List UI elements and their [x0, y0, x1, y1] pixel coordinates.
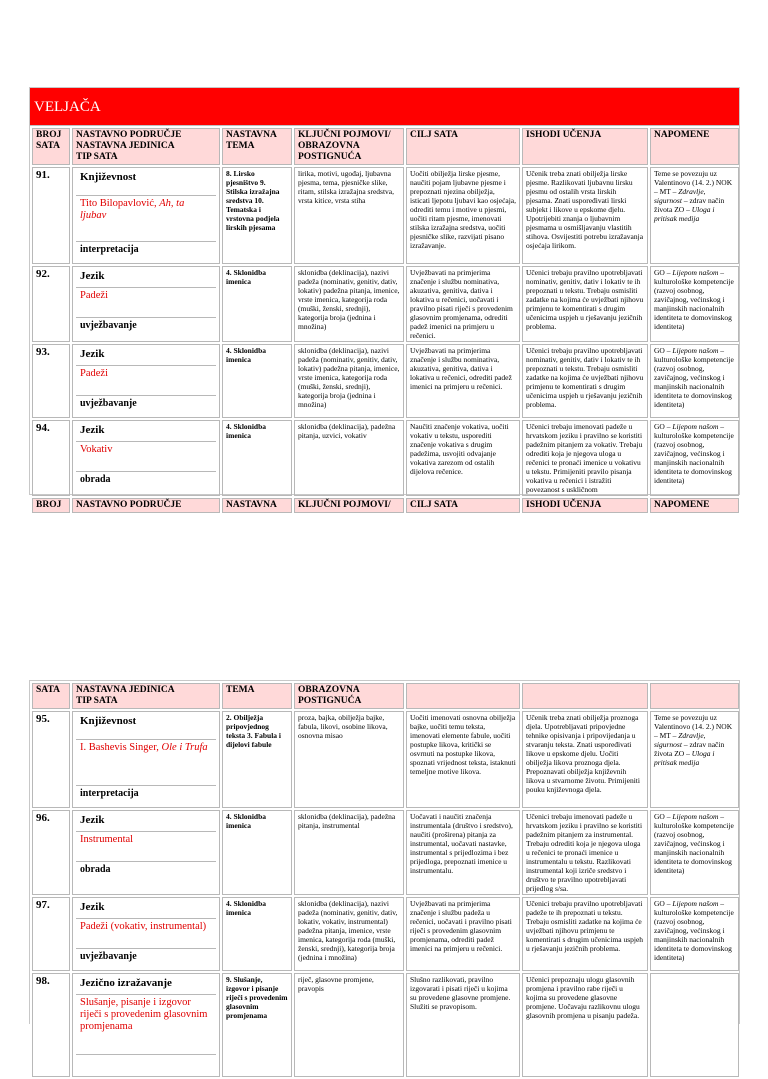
- lesson-concepts: sklonidba (deklinacija), padežna pitanja, uzvici, vokativ: [294, 420, 404, 496]
- lesson-notes: GO – Lijepom našom – kulturološke kompetencije (razvoj osobnog, zavičajnog, većinskog i manjinskih nacionalnih identiteta te domovinskog identiteta): [650, 344, 739, 418]
- lesson-theme: 4. Sklonidba imenica: [222, 420, 292, 496]
- lesson-concepts: lirika, motivi, ugođaj, ljubavna pjesma, tema, pjesničke slike, ritam, stilska izražajna sredstva, vrsta kitice, vrsta stiha: [294, 167, 404, 264]
- lesson-type: uvježbavanje: [80, 398, 137, 409]
- lesson-unit: Padeži: [76, 366, 216, 396]
- lesson-theme: 9. Slušanje, izgovor i pisanje riječi s provedenim glasovnim promjenama: [222, 973, 292, 1077]
- lesson-number: 95.: [32, 711, 70, 808]
- header-kljucni-pojmovi: KLJUČNI POJMOVI/ OBRAZOVNA POSTIGNUĆA: [294, 128, 404, 165]
- header-ishodi: ISHODI UČENJA: [522, 498, 648, 513]
- lesson-unit: Slušanje, pisanje i izgovor riječi s provedenim glasovnim promjenama: [76, 995, 216, 1055]
- lesson-number: 91.: [32, 167, 70, 264]
- lesson-notes: GO – Lijepom našom – kulturološke kompetencije (razvoj osobnog, zavičajnog, većinskog i manjinskih nacionalnih identiteta te domovinskog identiteta): [650, 897, 739, 971]
- lesson-subject-cell: [72, 266, 220, 342]
- lesson-subject-cell: [72, 897, 220, 971]
- lesson-notes: GO – Lijepom našom – kulturološke kompetencije (razvoj osobnog, zavičajnog, većinskog i manjinskih nacionalnih identiteta te domovinskog identiteta): [650, 810, 739, 895]
- lesson-concepts: sklonidba (deklinacija), padežna pitanja, instrumental: [294, 810, 404, 895]
- header-jedinica-tip: NASTAVNA JEDINICA TIP SATA: [72, 683, 220, 709]
- table-row: [32, 344, 739, 418]
- lesson-outcomes: Učenici trebaju pravilno upotrebljavati nominativ, genitiv, dativ i lokativ te ih prepoznati u tekstu. Trebaju osmisliti zadatke na kojima će uvježbati njihovu primjenu te komentirati s drugim učenicima uspjeh u rješavanju jezičnih problema.: [522, 266, 648, 342]
- lesson-concepts: sklonidba (deklinacija), nazivi padeža (nominativ, genitiv, dativ, lokativ) padežna pitanja, imenice, vrste imenica, kategorija roda (muški, ženski, srednji), kategorija broja (jednina i množina): [294, 344, 404, 418]
- header-obrazovna: OBRAZOVNA POSTIGNUĆA: [294, 683, 404, 709]
- header-tema: TEMA: [222, 683, 292, 709]
- lesson-unit: Tito Bilopavlović, Ah, ta ljubav: [76, 196, 216, 242]
- header-empty-3: [650, 683, 739, 709]
- lesson-notes: GO – Lijepom našom – kulturološke kompetencije (razvoj osobnog, zavičajnog, većinskog i manjinskih nacionalnih identiteta te domovinskog identiteta): [650, 420, 739, 496]
- header-empty-1: [406, 683, 520, 709]
- lesson-subject-cell: [72, 167, 220, 264]
- document-page-1: [29, 87, 740, 510]
- lesson-notes: Teme se povezuju uz Valentinovo (14. 2.) NOK – MT – Zdravlje, sigurnost – zdrav način života ZO – Uloga i pritisak medija: [650, 167, 739, 264]
- lesson-unit: Padeži (vokativ, instrumental): [76, 919, 216, 949]
- lesson-type: obrada: [80, 864, 111, 875]
- header-cilj-sata: CILJ SATA: [406, 498, 520, 513]
- lesson-theme: 4. Sklonidba imenica: [222, 810, 292, 895]
- lesson-outcomes: Učenici trebaju pravilno upotrebljavati nominativ, genitiv, dativ i lokativ te ih prepoznati u tekstu. Trebaju osmisliti zadatke na kojima će uvježbati njihovu primjenu te komentirati s drugim učenicima uspjeh u rješavanju jezičnih problema.: [522, 344, 648, 418]
- lesson-goal: Uvježbavati na primjerima značenje i službu nominativa, akuzativa, genitiva, dativa i lokativa u rečenici, uočavati i pravilno pisati riječi s provedenim glasovnim promjenama, odrediti padež imenici na primjeru u rečenici.: [406, 266, 520, 342]
- lesson-theme: 4. Sklonidba imenica: [222, 344, 292, 418]
- lesson-unit: Vokativ: [76, 442, 216, 472]
- lesson-type: uvježbavanje: [80, 951, 137, 962]
- header-broj: BROJ: [32, 498, 70, 513]
- lesson-unit: I. Bashevis Singer, Ole i Trufa: [76, 740, 216, 786]
- lesson-subject-cell: [72, 711, 220, 808]
- table-row: [32, 167, 739, 264]
- document-page-2: [29, 680, 740, 1032]
- table-row: [32, 810, 739, 895]
- lesson-field: Jezično izražavanje: [76, 975, 216, 995]
- lesson-outcomes: Učenici trebaju imenovati padeže u hrvatskom jeziku i pravilno se koristiti padežnim pitanjem za vokativ. Trebaju odrediti koja je njegova uloga u rečenici te pronaći imenice u vokativu u tekstu. Primijeniti pravilo pisanja vokativa u rečenici i istražiti povezanost s uskličnom: [522, 420, 648, 496]
- lesson-number: 94.: [32, 420, 70, 496]
- lesson-type: obrada: [80, 474, 111, 485]
- lesson-number: 93.: [32, 344, 70, 418]
- lesson-theme: 4. Sklonidba imenica: [222, 897, 292, 971]
- header-sata: SATA: [32, 683, 70, 709]
- header-empty-2: [522, 683, 648, 709]
- lesson-type: [76, 1055, 216, 1075]
- lesson-unit: Instrumental: [76, 832, 216, 862]
- header-podrucje: NASTAVNO PODRUČJE: [72, 498, 220, 513]
- lesson-goal: Uočiti obilježja lirske pjesme, naučiti pojam ljubavne pjesme i prepoznati njezina obilježja, isticati ljepotu ljubavi kao osjećaja, odrediti temu i motive u pjesmi, uočiti ritam pjesme, imenovati stilska izražajna sredstva, uočiti pjesničke slike, razvijati pisano izražavanje.: [406, 167, 520, 264]
- month-title: VELJAČA: [30, 88, 739, 126]
- lesson-field: Književnost: [76, 169, 216, 196]
- lesson-number: 96.: [32, 810, 70, 895]
- lesson-field: Književnost: [76, 713, 216, 740]
- lesson-subject-cell: [72, 344, 220, 418]
- lesson-subject-cell: [72, 810, 220, 895]
- lesson-goal: Slušno razlikovati, pravilno izgovarati i pisati riječi u kojima su provedene glasovne promjene. Služiti se pravopisom.: [406, 973, 520, 1077]
- lesson-unit: Padeži: [76, 288, 216, 318]
- table-row: [32, 420, 739, 496]
- lesson-plan-table: [30, 126, 741, 515]
- lesson-outcomes: Učenik treba znati obilježja proznoga djela. Upotrebljavati pripovjedne tehnike opisivanja i pripovijedanja u stvaranju teksta. Znati uspoređivati likove u epskome djelu. Uočiti obilježja likova proznoga djela. Prepoznavati obilježja književnih likova u stvarnome životu. Primijeniti pouku književnoga djela.: [522, 711, 648, 808]
- lesson-number: 92.: [32, 266, 70, 342]
- table-header-row-repeat: [32, 498, 739, 513]
- lesson-notes: Teme se povezuju uz Valentinovo (14. 2.) NOK – MT – Zdravlje, sigurnost – zdrav način života ZO – Uloga i pritisak medija: [650, 711, 739, 808]
- table-row: [32, 897, 739, 971]
- table-header-row: [32, 683, 739, 709]
- lesson-number: 98.: [32, 973, 70, 1077]
- lesson-concepts: riječ, glasovne promjene, pravopis: [294, 973, 404, 1077]
- lesson-concepts: sklonidba (deklinacija), nazivi padeža (nominativ, genitiv, dativ, lokativ, vokativ, instrumental) padežna pitanja, imenice, vrste imenica, kategorija roda (muški, ženski, srednji), kategorija broja (jednina i množina): [294, 897, 404, 971]
- table-row: [32, 266, 739, 342]
- lesson-theme: 4. Sklonidba imenica: [222, 266, 292, 342]
- lesson-goal: Uvježbavati na primjerima značenje i službu nominativa, akuzativa, genitiva, dativa i lokativa u rečenici, odrediti padež imenici na primjeru u rečenici.: [406, 344, 520, 418]
- table-row: [32, 711, 739, 808]
- header-kljucni-pojmovi: KLJUČNI POJMOVI/: [294, 498, 404, 513]
- lesson-field: Jezik: [76, 346, 216, 366]
- lesson-subject-cell: [72, 420, 220, 496]
- lesson-type: uvježbavanje: [80, 320, 137, 331]
- header-nastavna: NASTAVNA: [222, 498, 292, 513]
- lesson-theme: 2. Obilježja pripovjednog teksta 3. Fabula i dijelovi fabule: [222, 711, 292, 808]
- header-ishodi: ISHODI UČENJA: [522, 128, 648, 165]
- lesson-goal: Uočavati i naučiti značenja instrumentala (društvo i sredstvo), naučiti (proširena) pitanja za instrumental, uočavati nastavke, instrumental s prijedlozima i bez prijedloga, prepoznati imenice u instrumentalu.: [406, 810, 520, 895]
- header-podrucje: NASTAVNO PODRUČJE NASTAVNA JEDINICA TIP SATA: [72, 128, 220, 165]
- lesson-plan-table: [30, 681, 741, 1079]
- lesson-notes: GO – Lijepom našom – kulturološke kompetencije (razvoj osobnog, zavičajnog, većinskog i manjinskih nacionalnih identiteta te domovinskog identiteta): [650, 266, 739, 342]
- header-cilj-sata: CILJ SATA: [406, 128, 520, 165]
- lesson-goal: Uočiti imenovati osnovna obilježja bajke, uočiti temu teksta, imenovati elemente fabule, uočiti postupke likova, kritički se osvrnuti na postupke likova, spoznati vrijednost teksta, istaknuti temeljne motive likova.: [406, 711, 520, 808]
- lesson-field: Jezik: [76, 812, 216, 832]
- lesson-number: 97.: [32, 897, 70, 971]
- header-napomene: NAPOMENE: [650, 498, 739, 513]
- header-tema: NASTAVNA TEMA: [222, 128, 292, 165]
- lesson-goal: Naučiti značenje vokativa, uočiti vokativ u tekstu, usporediti značenje vokativa s drugim padežima, usvojiti odvajanje vokativa zarezom od ostalih dijelova rečenice.: [406, 420, 520, 496]
- lesson-theme: 8. Lirsko pjesništvo 9. Stilska izražajna sredstva 10. Tematska i vrstovna podjela lirskih pjesama: [222, 167, 292, 264]
- lesson-field: Jezik: [76, 422, 216, 442]
- lesson-notes: [650, 973, 739, 1077]
- lesson-concepts: sklonidba (deklinacija), nazivi padeža (nominativ, genitiv, dativ, lokativ) padežna pitanja, imenice, vrste imenica, kategorija roda (muški, ženski, srednji), kategorija broja (jednina i množina): [294, 266, 404, 342]
- lesson-field: Jezik: [76, 899, 216, 919]
- table-row: [32, 973, 739, 1077]
- lesson-goal: Uvježbavati na primjerima značenje i službu padeža u rečenici, uočavati i pravilno pisati riječi s provedenim glasovnim promjenama, odrediti padež imenici na primjeru u rečenici.: [406, 897, 520, 971]
- lesson-field: Jezik: [76, 268, 216, 288]
- lesson-subject-cell: [72, 973, 220, 1077]
- header-napomene: NAPOMENE: [650, 128, 739, 165]
- header-broj-sata: BROJ SATA: [32, 128, 70, 165]
- lesson-outcomes: Učenici trebaju pravilno upotrebljavati padeže te ih prepoznati u tekstu. Trebaju osmisliti zadatke na kojima će uvježbati njihovu primjenu te komentirati s drugim učenicima uspjeh u rješavanju jezičnih problema.: [522, 897, 648, 971]
- lesson-outcomes: Učenici prepoznaju ulogu glasovnih promjena i pravilno rabe riječi u kojima su provedene glasovne promjene. Uočavaju razlikovnu ulogu glasovnih promjena u pisanju padeža.: [522, 973, 648, 1077]
- table-header-row: [32, 128, 739, 165]
- lesson-outcomes: Učenici trebaju imenovati padeže u hrvatskom jeziku i pravilno se koristiti padežnim pitanjem za instrumental. Trebaju odrediti koja je njegova uloga u rečenici te pronaći imenice u instrumentalu u tekstu. Razlikovati instrumental koji izriče sredstvo i društvo te pravilno upotrebljavati prijedlog s/sa.: [522, 810, 648, 895]
- lesson-concepts: proza, bajka, obilježja bajke, fabula, likovi, osobine likova, osnovna misao: [294, 711, 404, 808]
- lesson-type: interpretacija: [80, 244, 139, 255]
- lesson-type: interpretacija: [80, 788, 139, 799]
- lesson-outcomes: Učenik treba znati obilježja lirske pjesme. Razlikovati ljubavnu lirsku pjesmu od ostalih vrsta lirskih pjesama. Znati uspoređivati lirski subjekt i likove u epskome djelu. Upotrijebiti znanja o ljubavnim pjesmama u osmišljavanju vlastitih stihova. Osvijestiti potrebu izražavanja osjećaja lirikom.: [522, 167, 648, 264]
